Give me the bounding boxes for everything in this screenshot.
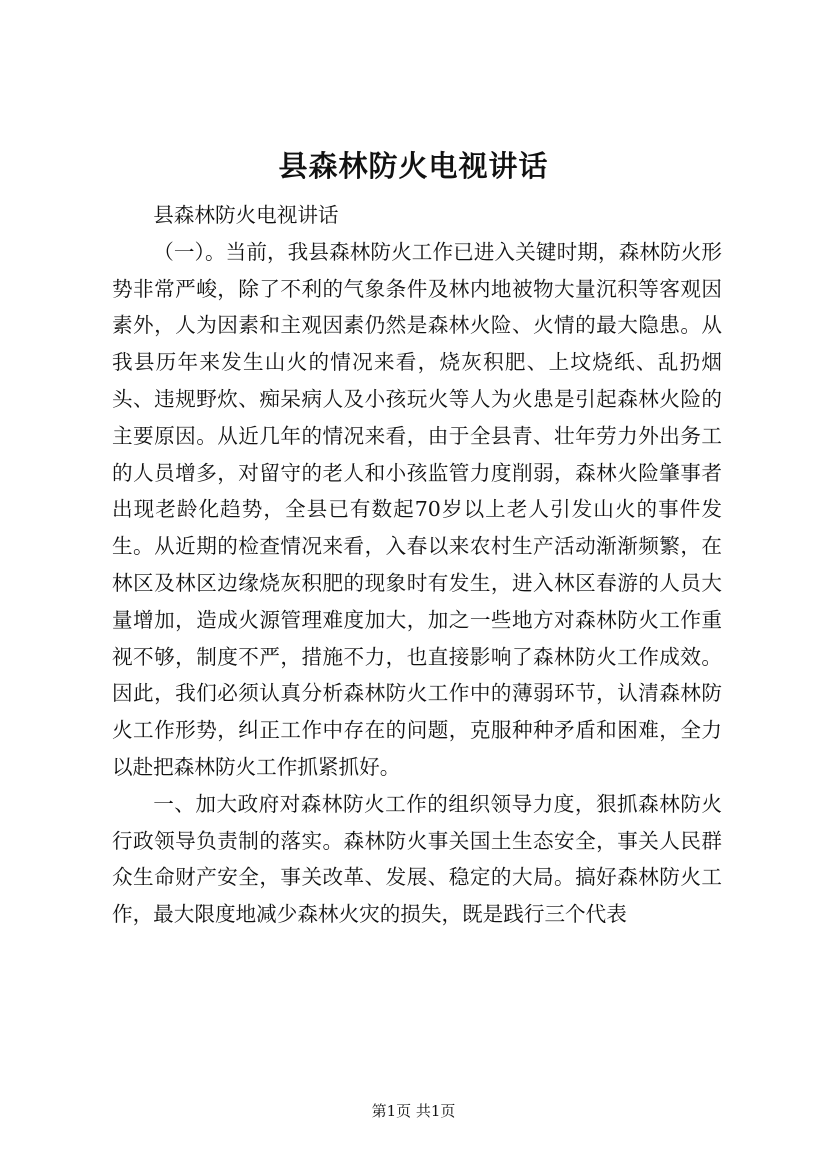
body-paragraph: 一、加大政府对森林防火工作的组织领导力度，狠抓森林防火行政领导负责制的落实。森林防火事关国土生态安全，事关人民群众生命财产安全，事关改革、发展、稳定的大局。搞好森林防火工作，最大限度地减少森林火灾的损失，既是践行三个代表 <box>112 791 722 927</box>
document-body <box>112 197 722 933</box>
subtitle-paragraph: 县森林防火电视讲话 <box>153 203 339 227</box>
document-title: 县森林防火电视讲话 <box>278 149 549 183</box>
body-paragraph: （一）。当前，我县森林防火工作已进入关键时期，森林防火形势非常严峻，除了不利的气象条件及林内地被物大量沉积等客观因素外，人为因素和主观因素仍然是森林火险、火情的最大隐患。从我县历年来发生山火的情况来看，烧灰积肥、上坟烧纸、乱扔烟头、违规野炊、痴呆病人及小孩玩火等人为火患是引起森林火险的主要原因。从近几年的情况来看，由于全县青、壮年劳力外出务工的人员增多，对留守的老人和小孩监管力度削弱，森林火险肇事者出现老龄化趋势，全县已有数起70岁以上老人引发山火的事件发生。从近期的检查情况来看，入春以来农村生产活动渐渐频繁，在林区及林区边缘烧灰积肥的现象时有发生，进入林区春游的人员大量增加，造成火源管理难度加大，加之一些地方对森林防火工作重视不够，制度不严，措施不力，也直接影响了森林防火工作成效。因此，我们必须认真分析森林防火工作中的薄弱环节，认清森林防火工作形势，纠正工作中存在的问题，克服种种矛盾和困难，全力以赴把森林防火工作抓紧抓好。 <box>112 239 722 779</box>
page-number-footer: 第1页 共1页 <box>371 1102 456 1120</box>
